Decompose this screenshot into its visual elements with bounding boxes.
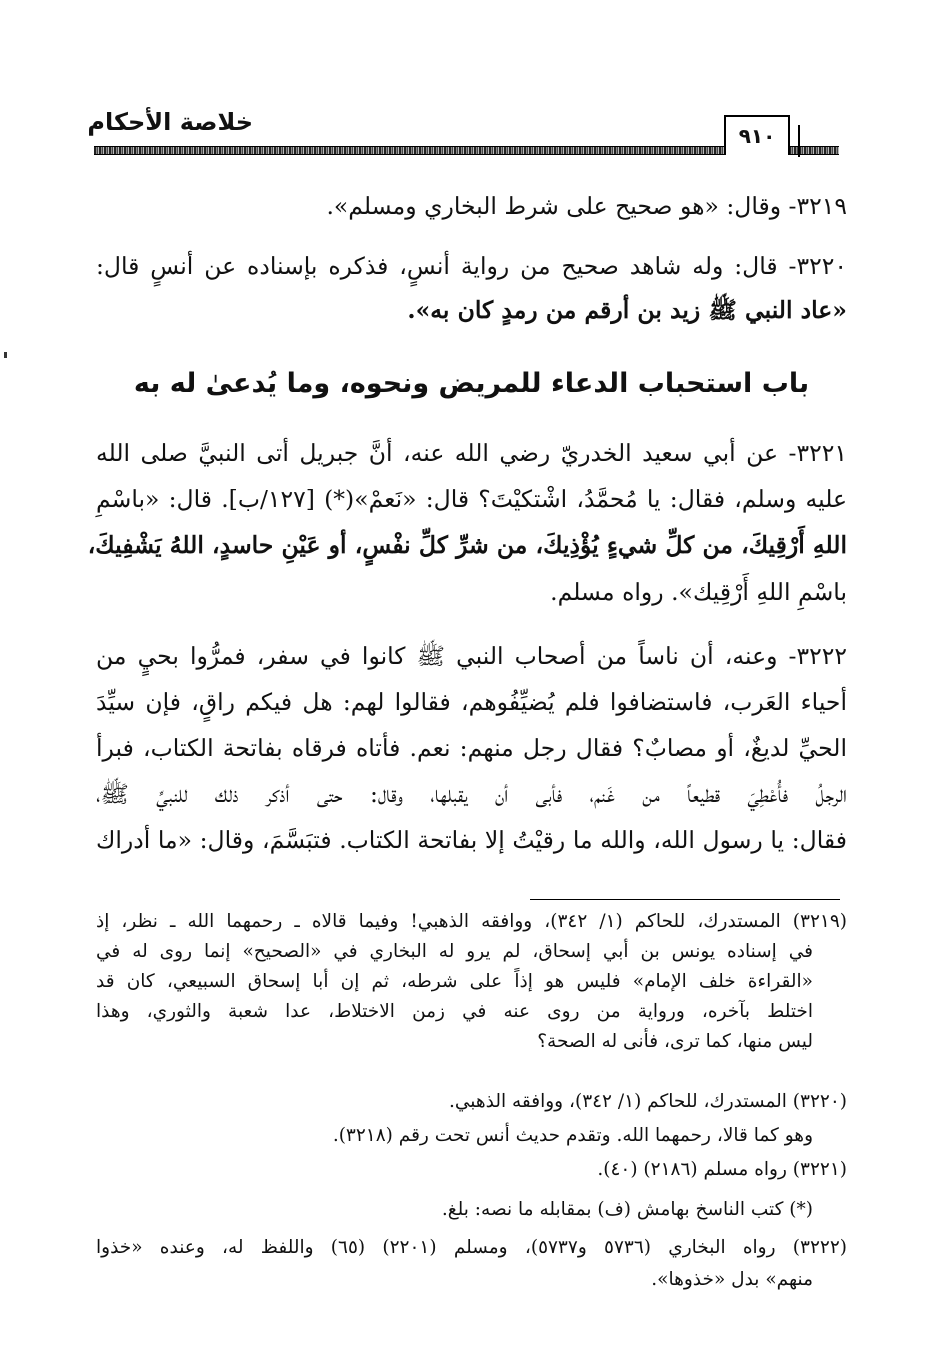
footnote-line: ليس منها، كما ترى، فأنى له الصحة؟ bbox=[537, 1031, 813, 1052]
hadith-3221-line: ٣٢٢١- عن أبي سعيد الخدريّ رضي الله عنه، أنَّ جبريل أتى النبيَّ صلى الله bbox=[96, 439, 847, 467]
footnote-line: في إسناده يونس بن أبي إسحاق، لم يرو له البخاري في «الصحيح» إنما روى له في bbox=[96, 941, 813, 962]
scan-edge-mark bbox=[4, 352, 7, 358]
hadith-3222-line: الحيِّ لديغٌ، أو مصابٌ؟ فقال رجل منهم: نعم. فأتاه فرقاه بفاتحة الكتاب، فبرأ bbox=[96, 734, 847, 762]
footnote-line: وهو كما قالا، رحمهما الله. وتقدم حديث أنس تحت رقم (٣٢١٨). bbox=[332, 1125, 813, 1146]
footnote-rule bbox=[530, 899, 840, 900]
footnote-line: «القراءة خلف الإمام» فليس هو إذاً على شرطه، ثم إن أبا إسحاق السبيعي، كان قد bbox=[96, 971, 813, 992]
hadith-3220-text: «عاد النبي ﷺ زيد بن أرقم من رمدٍ كان به». bbox=[407, 296, 847, 324]
footnote-line: منهم» بدل «خذوها». bbox=[651, 1269, 813, 1290]
hadith-3221-line: اللهِ أَرْقِيكَ، من كلِّ شيءٍ يُؤْذِيكَ، من شرِّ كلِّ نفْسٍ، أو عَيْنِ حاسدٍ، اللهُ يَشْفِيكَ، bbox=[87, 531, 847, 559]
running-header-title: خلاصة الأحكام bbox=[87, 108, 253, 136]
hadith-3222-line: أحياء العَرب، فاستضافوا فلم يُضيِّفُوهم، فقالوا لهم: هل فيكم راقٍ، فإن سيِّدَ bbox=[96, 688, 847, 716]
footnote-line: اختلط بآخره، ورواية من روى عنه في زمن الاختلاط، عدا شعبة والثوري، وهذا bbox=[96, 1001, 813, 1022]
hadith-3221-line: عليه وسلم، فقال: يا مُحمَّدُ، اشْتكيْتَ؟ قال: «نَعمْ»(*) [١٢٧/ب]. قال: «باسْمِ bbox=[96, 485, 848, 513]
hadith-3220-line: ٣٢٢٠- قال: وله شاهد صحيح من رواية أنسٍ، فذكره بإسناده عن أنسٍ قال: bbox=[96, 252, 847, 280]
hadith-3219-line: ٣٢١٩- وقال: «هو صحيح على شرط البخاري ومسلم». bbox=[326, 192, 847, 220]
chapter-title: باب استحباب الدعاء للمريض ونحوه، وما يُدعىٰ له به bbox=[133, 368, 810, 399]
footnote-line: (٣٢١٩) المستدرك، للحاكم (١/ ٣٤٢)، ووافقه الذهبي! وفيما قالاه ـ رحمهما الله ـ نظر، إذ bbox=[96, 911, 847, 932]
hadith-3222-line: الرجلُ فأُعْطِيَ قطيعاً من غَنم، فأبى أن يقبلها، وقال: حتى أذكر ذلك للنبيِّ ﷺ، bbox=[96, 780, 847, 808]
hadith-3221-line: باسْمِ اللهِ أَرْقِيك». رواه مسلم. bbox=[550, 578, 847, 606]
hadith-3222-line: فقال: يا رسول الله، والله ما رقيْتُ إلا بفاتحة الكتاب. فتبَسَّمَ، وقال: «ما أدراك bbox=[96, 826, 847, 854]
page-number: ٩١٠ bbox=[724, 115, 790, 155]
footnote-line: (٣٢٢١) رواه مسلم (٢١٨٦) (٤٠). bbox=[597, 1159, 847, 1180]
footnote-line: (٣٢٢٠) المستدرك، للحاكم (١/ ٣٤٢)، ووافقه الذهبي. bbox=[448, 1091, 847, 1112]
hadith-3222-line: ٣٢٢٢- وعنه، أن ناساً من أصحاب النبي ﷺ كانوا في سفر، فمرُّوا بحيٍ من bbox=[96, 642, 847, 670]
footnote-line: (٣٢٢٢) رواه البخاري (٥٧٣٦ و٥٧٣٧)، ومسلم (٢٢٠١) (٦٥) واللفظ له، وعنده «خذوا bbox=[96, 1237, 847, 1258]
footnote-line: (*) كتب الناسخ بهامش (ف) بمقابله ما نصه: بلغ. bbox=[441, 1199, 813, 1220]
